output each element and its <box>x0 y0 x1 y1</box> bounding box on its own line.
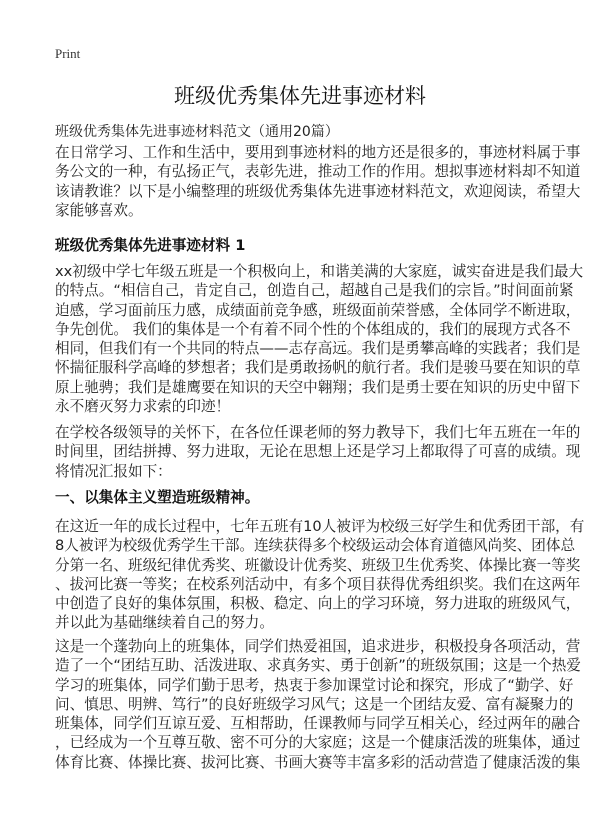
text-line: 造了一个“团结互助、活泼进取、求真务实、勇于创新”的班级氛围；这是一个热爱 <box>55 657 581 675</box>
section-heading-1: 班级优秀集体先进事迹材料 1 <box>55 237 246 254</box>
text-line: 务公文的一种，有弘扬正气，表彰先进，推动工作的作用。想拟事迹材料却不知道 <box>55 163 581 181</box>
paragraph-4 <box>55 637 581 772</box>
text-line: 在这近一年的成长过程中，七年五班有10人被评为校级三好学生和优秀团干部，有 <box>55 518 585 535</box>
text-line: xx初级中学七年级五班是一个积极向上，和谐美满的大家庭，诚实奋进是我们最大 <box>55 263 584 280</box>
text-line: 这是一个蓬勃向上的班集体，同学们热爱祖国，追求进步，积极投身各项活动，营 <box>55 638 581 655</box>
text-line: 将情况汇报如下： <box>55 462 172 480</box>
text-line: 、拔河比赛一等奖；在校系列活动中，有多个项目获得优秀组织奖。我们在这两年 <box>55 575 581 593</box>
text-line: 中创造了良好的集体氛围，积极、稳定、向上的学习环境，努力进取的班级风气， <box>55 595 581 613</box>
paragraph-1 <box>55 262 584 416</box>
document-subtitle: 班级优秀集体先进事迹材料范文（通用20篇） <box>55 124 339 140</box>
print-link[interactable]: Print <box>55 46 81 61</box>
text-line: 在学校各级领导的关怀下，在各位任课老师的努力教导下，我们七年五班在一年的 <box>55 424 581 441</box>
text-line: 怀揣征服科学高峰的梦想者；我们是勇敢扬帆的航行者。我们是骏马要在知识的草 <box>55 359 581 377</box>
text-line: 班集体，同学们互谅互爱、互相帮助，任课教师与同学互相关心，经过两年的融合 <box>55 715 581 733</box>
text-line: 并以此为基础继续着自己的努力。 <box>55 614 274 632</box>
text-line: 相同，但我们有一个共同的特点——志存高远。我们是勇攀高峰的实践者；我们是 <box>55 340 581 358</box>
text-line: 永不磨灭努力求索的印迹！ <box>55 398 231 416</box>
text-line: 争先创优。 我们的集体是一个有着不同个性的个体组成的，我们的展现方式各不 <box>55 320 571 338</box>
text-line: 该请教谁？以下是小编整理的班级优秀集体先进事迹材料范文，欢迎阅读，希望大 <box>55 182 581 200</box>
section-heading-2: 一、以集体主义塑造班级精神。 <box>55 489 260 506</box>
text-line: 的特点。“相信自己，肯定自己，创造自己，超越自己是我们的宗旨。”时间面前紧 <box>55 282 574 300</box>
text-line: 时间里，团结拼搏、努力进取，无论在思想上还是学习上都取得了可喜的成绩。现 <box>55 443 581 461</box>
text-line: 迫感，学习面前压力感，成绩面前竞争感，班级面前荣誉感，全体同学不断进取， <box>55 301 581 319</box>
text-line: 分第一名、班级纪律优秀奖、班徽设计优秀奖、班级卫生优秀奖、体操比赛一等奖 <box>55 556 581 574</box>
text-line: 在日常学习、工作和生活中，要用到事迹材料的地方还是很多的，事迹材料属于事 <box>55 144 581 161</box>
paragraph-3 <box>55 517 585 633</box>
text-line: 体育比赛、体操比赛、拔河比赛、书画大赛等丰富多彩的活动营造了健康活泼的集 <box>55 753 581 771</box>
intro-paragraph <box>55 143 581 220</box>
text-line: 学习的班集体，同学们勤于思考，热衷于参加课堂讨论和探究，形成了“勤学、好 <box>55 676 574 694</box>
text-line: ，已经成为一个互尊互敬、密不可分的大家庭；这是一个健康活泼的班集体，通过 <box>55 734 581 752</box>
page-title: 班级优秀集体先进事迹材料 <box>174 84 426 108</box>
paragraph-2 <box>55 423 581 481</box>
text-line: 问、慎思、明辨、笃行”的良好班级学习风气；这是一个团结友爱、富有凝聚力的 <box>55 695 574 713</box>
text-line: 8人被评为校级优秀学生干部。连续获得多个校级运动会体育道德风尚奖、团体总 <box>55 537 576 555</box>
text-line: 原上驰骋；我们是雄鹰要在知识的天空中翱翔；我们是勇士要在知识的历史中留下 <box>55 378 581 396</box>
text-line: 家能够喜欢。 <box>55 201 143 219</box>
